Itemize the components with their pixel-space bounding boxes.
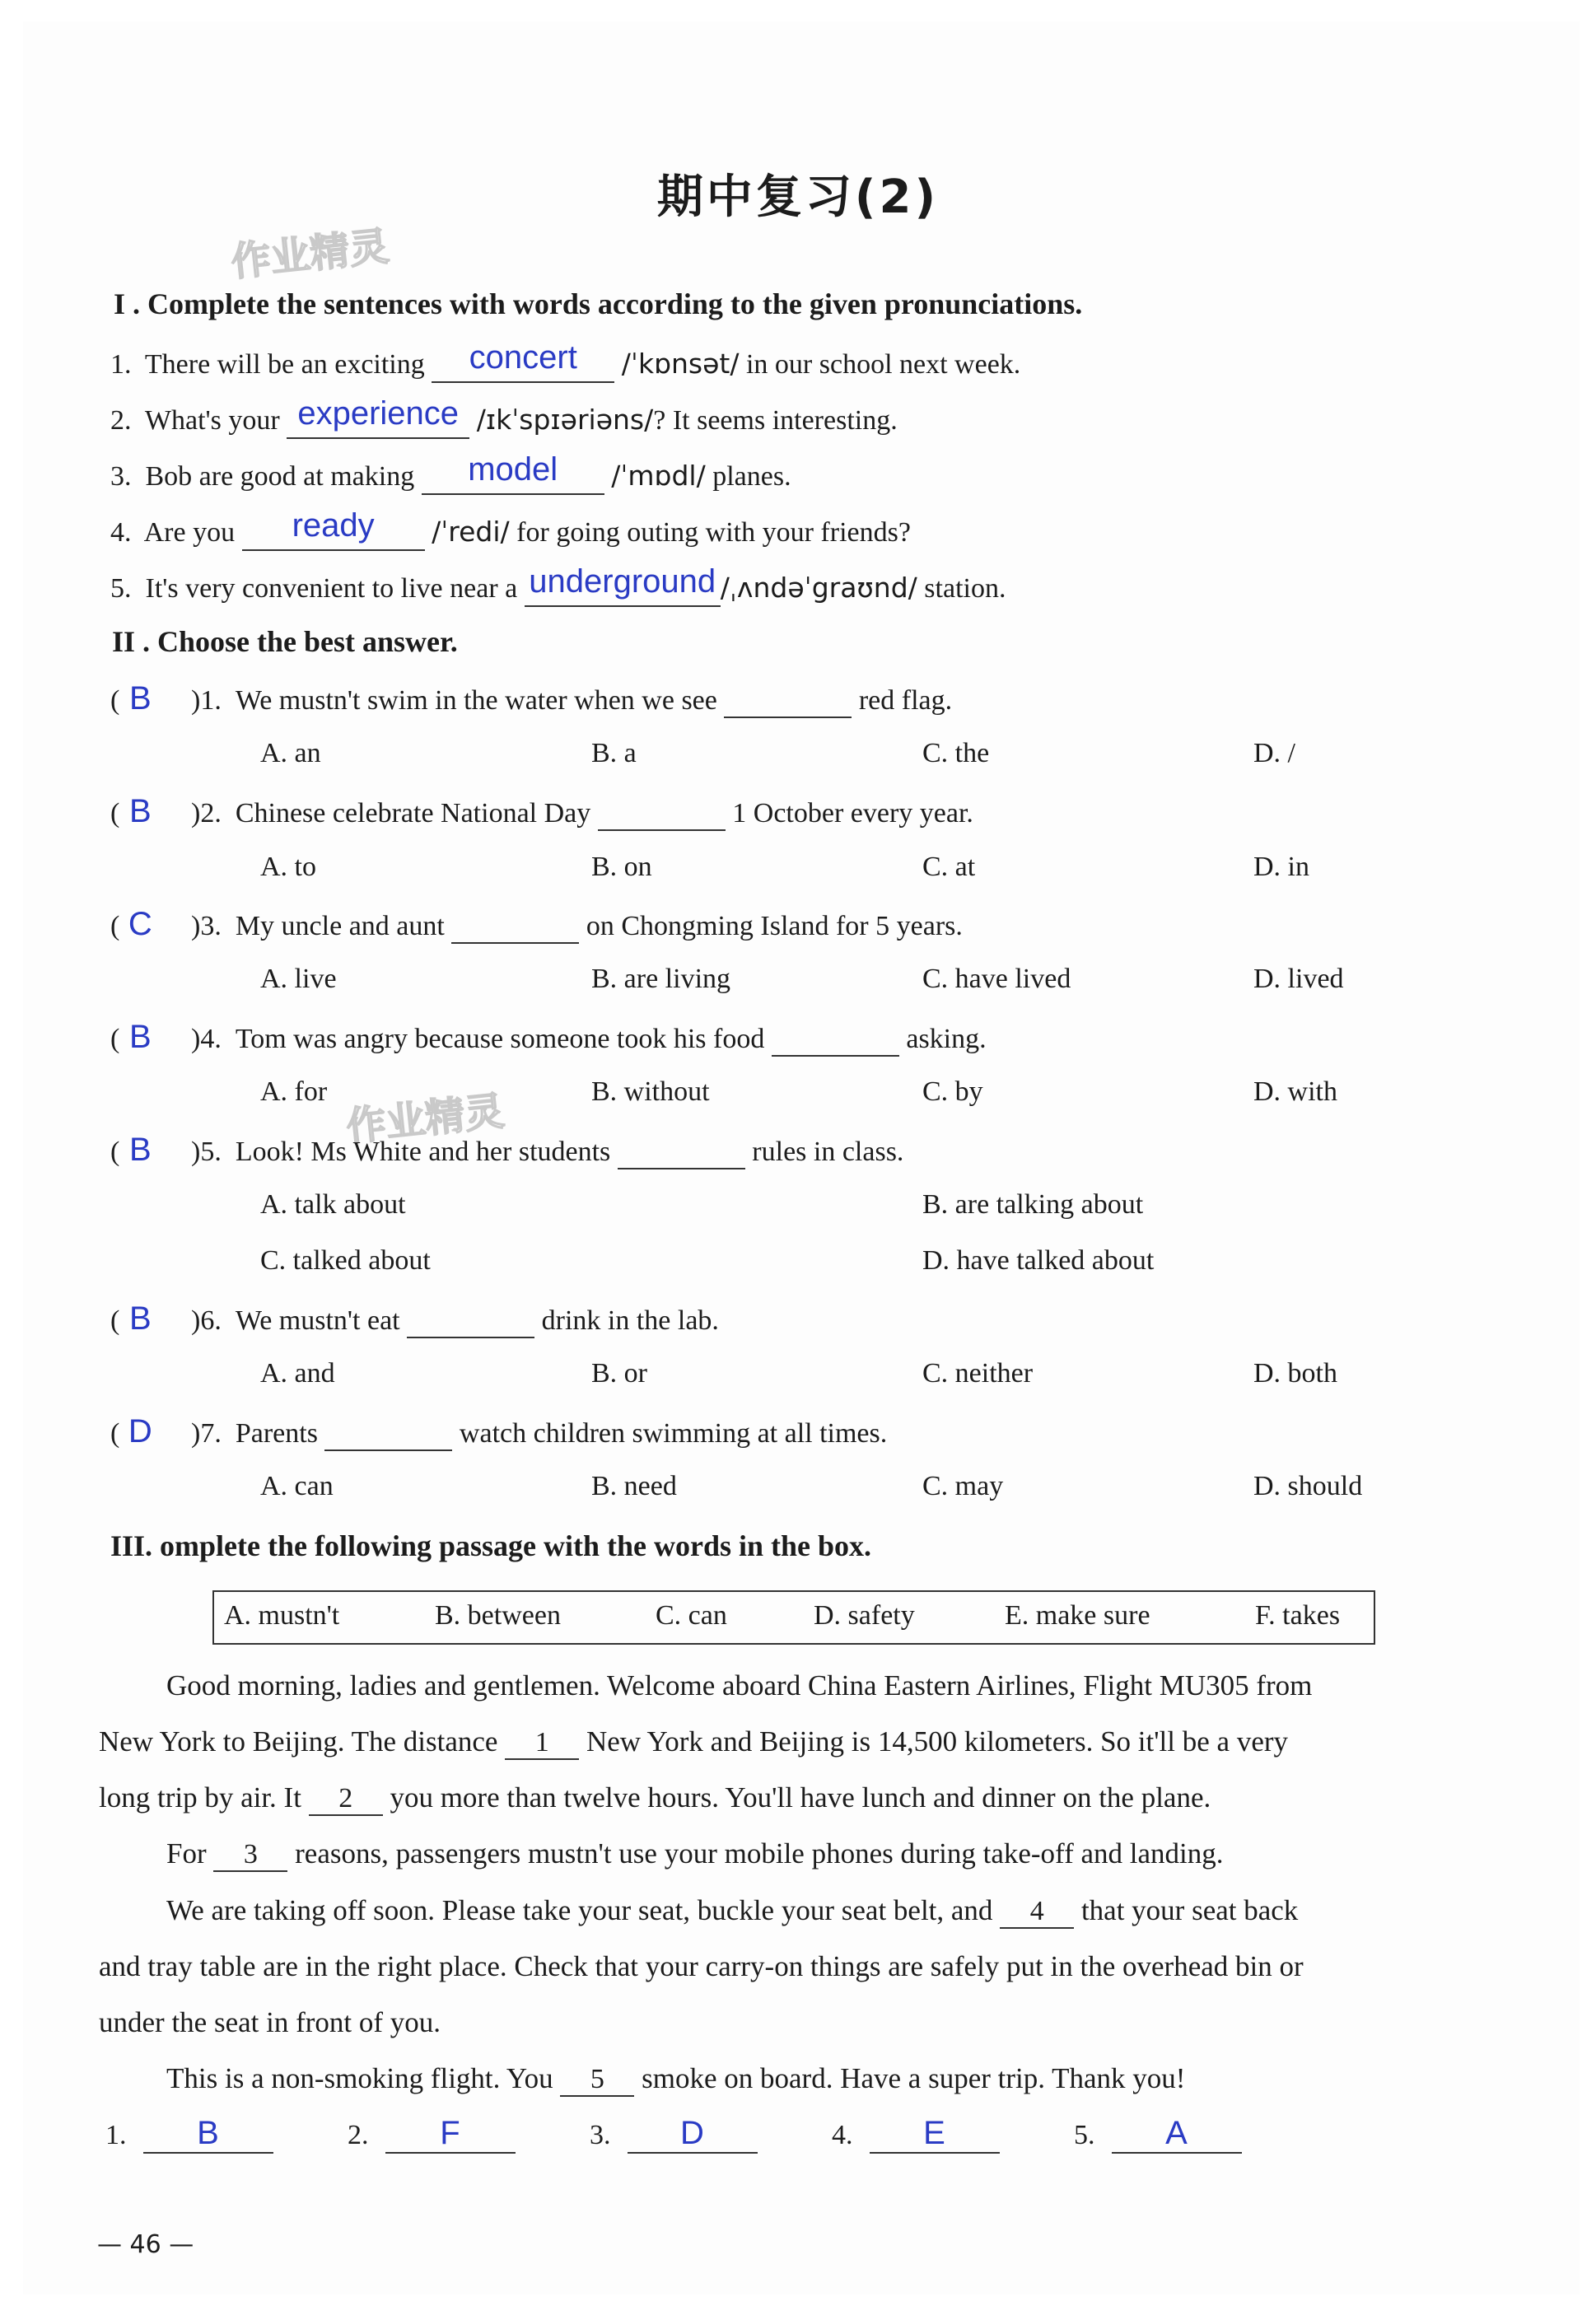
passage-blank: 2 xyxy=(309,1783,383,1816)
answer-slot-4: 4. E xyxy=(832,2115,1000,2154)
mc-question-4: ( B )4. Tom was angry because someone took his food asking. xyxy=(110,1019,987,1055)
watermark: 作业精灵 xyxy=(344,1088,506,1151)
s1-item-5: 5. It's very convenient to live near a underground /ˌʌndəˈgraʊnd/ station. xyxy=(110,568,1006,607)
final-answer-2: F xyxy=(440,2115,460,2151)
mc-question-5: ( B )5. Look! Ms White and her students rules in class. xyxy=(110,1132,904,1168)
mc2-option-b[interactable]: B. on xyxy=(591,852,652,882)
passage-blank: 5 xyxy=(560,2064,634,2097)
answer-slot-3: 3. D xyxy=(590,2115,758,2154)
passage-blank: 3 xyxy=(213,1839,287,1872)
mc1-option-a[interactable]: A. an xyxy=(260,738,321,768)
word-box xyxy=(212,1590,1375,1645)
mc-answer-5: B xyxy=(128,1132,152,1168)
page-number: — 46 — xyxy=(97,2230,194,2259)
answer-slot-5: 5. A xyxy=(1074,2115,1242,2154)
final-answer-5: A xyxy=(1165,2115,1188,2151)
passage-line: Good morning, ladies and gentlemen. Welcome aboard China Eastern Airlines, Flight MU305 from xyxy=(166,1669,1313,1701)
mc-question-1: ( B )1. We mustn't swim in the water when we see red flag. xyxy=(110,680,953,717)
mc4-option-a[interactable]: A. for xyxy=(260,1076,328,1107)
mc2-option-a[interactable]: A. to xyxy=(260,852,316,882)
s1-answer-2: experience xyxy=(297,395,460,432)
section3-heading: III. omplete the following passage with the words in the box. xyxy=(110,1529,872,1562)
word-box-item: F. takes xyxy=(1255,1600,1341,1631)
mc-question-3: ( C )3. My uncle and aunt on Chongming Island for 5 years. xyxy=(110,906,963,942)
passage-line: New York to Beijing. The distance 1 New York and Beijing is 14,500 kilometers. So it'll be a very xyxy=(99,1725,1288,1760)
mc4-option-b[interactable]: B. without xyxy=(591,1076,710,1107)
mc4-option-d[interactable]: D. with xyxy=(1253,1076,1337,1107)
word-box-item: D. safety xyxy=(814,1600,915,1631)
passage-line: long trip by air. It 2 you more than twelve hours. You'll have lunch and dinner on the plane. xyxy=(99,1781,1211,1816)
s1-item-3: 3. Bob are good at making model /ˈmɒdl/ planes. xyxy=(110,456,791,495)
mc6-option-d[interactable]: D. both xyxy=(1253,1358,1337,1389)
page-title: 期中复习(2) xyxy=(656,170,940,224)
mc1-option-d[interactable]: D. / xyxy=(1253,738,1295,768)
s1-item-2: 2. What's your experience /ɪkˈspɪəriəns/? It seems interesting. xyxy=(110,400,898,439)
mc7-option-c[interactable]: C. may xyxy=(922,1471,1004,1501)
mc-answer-7: D xyxy=(128,1413,152,1449)
final-answer-3: D xyxy=(680,2115,704,2151)
word-box-item: B. between xyxy=(435,1600,561,1631)
mc2-option-c[interactable]: C. at xyxy=(922,852,976,882)
word-box-item: A. mustn't xyxy=(224,1600,340,1631)
mc5-option-a[interactable]: A. talk about xyxy=(260,1189,406,1220)
mc3-option-b[interactable]: B. are living xyxy=(591,964,731,994)
final-answer-1: B xyxy=(197,2115,219,2151)
mc-answer-1: B xyxy=(128,680,152,717)
s1-item-4: 4. Are you ready /ˈredi/ for going outing with your friends? xyxy=(110,512,911,551)
mc-answer-3: C xyxy=(128,906,152,942)
mc5-option-d[interactable]: D. have talked about xyxy=(922,1245,1155,1276)
mc7-option-d[interactable]: D. should xyxy=(1253,1471,1363,1501)
s1-answer-1: concert xyxy=(469,339,577,376)
mc-question-2: ( B )2. Chinese celebrate National Day 1 October every year. xyxy=(110,793,973,829)
answer-slot-1: 1. B xyxy=(105,2115,273,2154)
passage-blank: 4 xyxy=(1000,1896,1074,1929)
passage-line: For 3 reasons, passengers mustn't use your mobile phones during take-off and landing. xyxy=(166,1837,1224,1872)
s1-answer-5: underground xyxy=(529,563,716,600)
s1-item-1: 1. There will be an exciting concert /ˈkɒnsət/ in our school next week. xyxy=(110,344,1020,383)
mc5-option-b[interactable]: B. are talking about xyxy=(922,1189,1144,1220)
passage-blank: 1 xyxy=(505,1727,579,1760)
mc3-option-d[interactable]: D. lived xyxy=(1253,964,1344,994)
final-answer-4: E xyxy=(923,2115,945,2151)
mc-question-6: ( B )6. We mustn't eat drink in the lab. xyxy=(110,1300,719,1337)
mc5-option-c[interactable]: C. talked about xyxy=(260,1245,431,1276)
mc7-option-a[interactable]: A. can xyxy=(260,1471,334,1501)
passage-line: This is a non-smoking flight. You 5 smoke on board. Have a super trip. Thank you! xyxy=(166,2062,1185,2097)
word-box-item: C. can xyxy=(656,1600,727,1631)
word-box-item: E. make sure xyxy=(1005,1600,1150,1631)
section1-heading: I . Complete the sentences with words according to the given pronunciations. xyxy=(114,287,1083,320)
mc-answer-6: B xyxy=(128,1300,152,1337)
mc2-option-d[interactable]: D. in xyxy=(1253,852,1309,882)
s1-answer-4: ready xyxy=(292,507,375,544)
mc-answer-2: B xyxy=(128,793,152,829)
mc1-option-b[interactable]: B. a xyxy=(591,738,637,768)
watermark: 作业精灵 xyxy=(229,223,391,286)
mc-question-7: ( D )7. Parents watch children swimming at all times. xyxy=(110,1413,888,1449)
s1-answer-3: model xyxy=(468,451,558,488)
mc4-option-c[interactable]: C. by xyxy=(922,1076,983,1107)
mc3-option-a[interactable]: A. live xyxy=(260,964,337,994)
mc6-option-a[interactable]: A. and xyxy=(260,1358,335,1389)
mc6-option-b[interactable]: B. or xyxy=(591,1358,647,1389)
answer-slot-2: 2. F xyxy=(348,2115,516,2154)
passage-line: We are taking off soon. Please take your seat, buckle your seat belt, and 4 that your seat back xyxy=(166,1894,1298,1929)
passage-line: and tray table are in the right place. Check that your carry-on things are safely put in the overhead bin or xyxy=(99,1950,1304,1982)
passage-line: under the seat in front of you. xyxy=(99,2006,441,2038)
mc-answer-4: B xyxy=(128,1019,152,1055)
mc6-option-c[interactable]: C. neither xyxy=(922,1358,1034,1389)
mc7-option-b[interactable]: B. need xyxy=(591,1471,677,1501)
mc1-option-c[interactable]: C. the xyxy=(922,738,990,768)
section2-heading: II . Choose the best answer. xyxy=(112,625,458,658)
mc3-option-c[interactable]: C. have lived xyxy=(922,964,1071,994)
